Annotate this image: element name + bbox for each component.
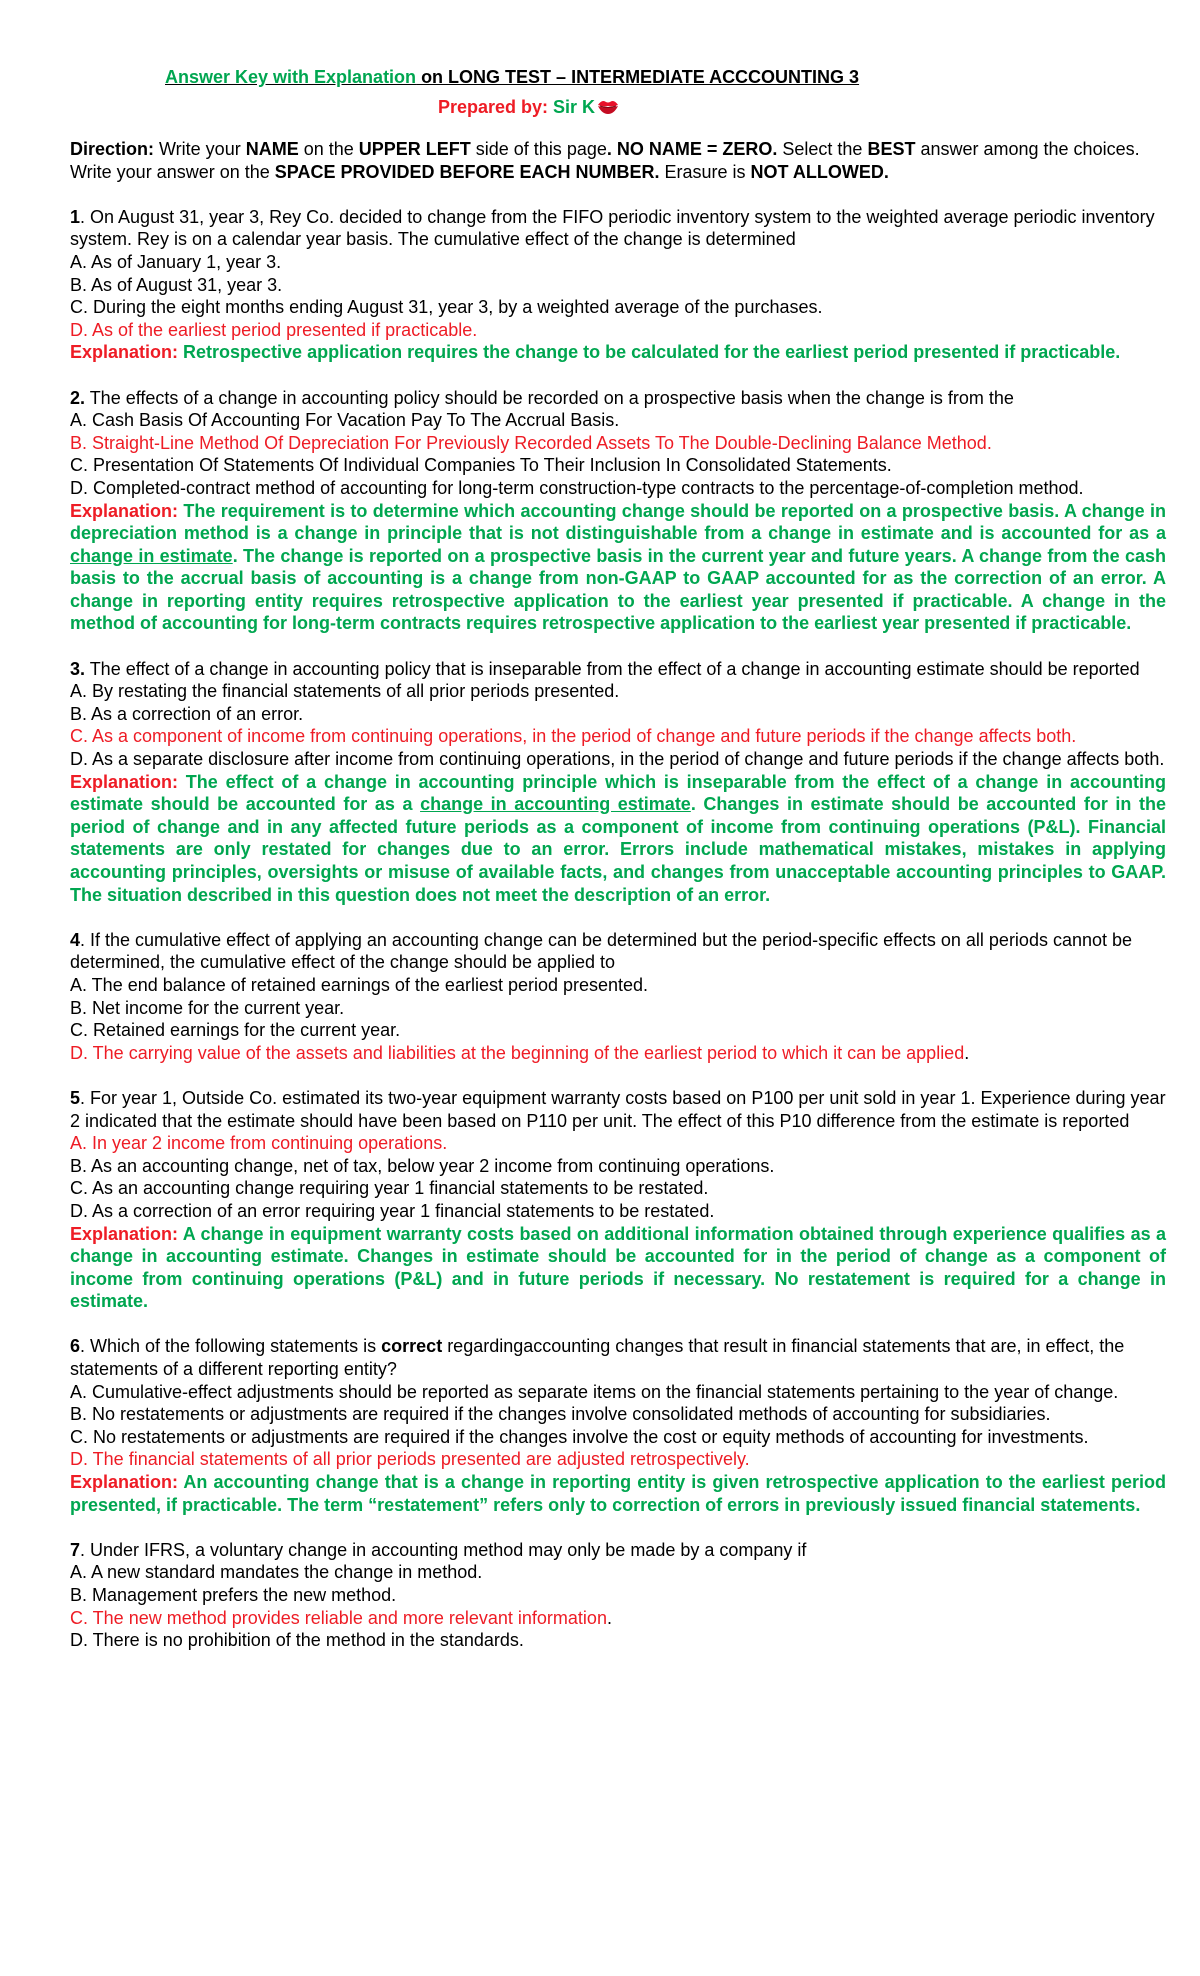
explanation	[70, 1223, 1166, 1313]
option-a: A. The end balance of retained earnings of the earliest period presented.	[70, 974, 649, 995]
option-c: C. No restatements or adjustments are required if the changes involve the cost or equity methods of accounting for investments.	[70, 1426, 1089, 1447]
question-text: . For year 1, Outside Co. estimated its two-year equipment warranty costs based on P100 per unit sold in year 1. Experience during year 2 indicated that the estimate should have been based on P110 per unit. The effect of this P10 difference from the estimate is reported	[70, 1087, 1166, 1131]
question-4	[70, 929, 1166, 1065]
direction-name: NAME	[245, 139, 299, 159]
question-number: 6	[70, 1336, 81, 1357]
explanation-underlined: change in estimate	[70, 545, 233, 566]
explanation	[70, 500, 1166, 636]
explanation-text: The effect of a change in accounting principle which is inseparable from the effect of a change in accounting estimate should be accounted for as a	[70, 771, 1166, 815]
explanation-text: A change in equipment warranty costs based on additional information obtained through experience qualifies as a change in accounting estimate. Changes in estimate should be accounted for in the period of change as a component of income from continuing operations (P&L) and in future periods if necessary. No restatement is required for a change in estimate.	[70, 1223, 1166, 1312]
question-emphasis: correct	[381, 1336, 443, 1357]
explanation-label: Explanation:	[70, 1472, 179, 1493]
option-d-line	[70, 1042, 1166, 1065]
question-number: 7	[70, 1539, 81, 1560]
question-stem	[70, 387, 1166, 410]
option-a: A. By restating the financial statements of all prior periods presented.	[70, 681, 620, 702]
question-stem	[70, 929, 1166, 974]
option-d-correct: D. The financial statements of all prior periods presented are adjusted retrospectively.	[70, 1449, 750, 1470]
question-number: 3.	[70, 658, 86, 679]
option-d: D. As a correction of an error requiring year 1 financial statements to be restated.	[70, 1200, 715, 1221]
option-d: D. There is no prohibition of the method in the standards.	[70, 1630, 524, 1651]
lips-icon	[597, 98, 619, 120]
explanation	[70, 341, 1166, 364]
option-a-correct: A. In year 2 income from continuing operations.	[70, 1133, 448, 1154]
direction-text: Select the	[777, 139, 868, 159]
question-text: The effects of a change in accounting policy should be recorded on a prospective basis when the change is from the	[85, 387, 1014, 408]
explanation-label: Explanation:	[70, 771, 179, 792]
option-d: D. Completed-contract method of accounting for long-term construction-type contracts to the percentage-of-completion method.	[70, 477, 1084, 498]
question-text: . Under IFRS, a voluntary change in accounting method may only be made by a company if	[80, 1539, 807, 1560]
explanation	[70, 1471, 1166, 1516]
option-c: C. As an accounting change requiring year 1 financial statements to be restated.	[70, 1178, 709, 1199]
question-number: 5	[70, 1087, 81, 1108]
question-5	[70, 1087, 1166, 1313]
option-c-period: .	[606, 1607, 612, 1628]
explanation-text: Retrospective application requires the change to be calculated for the earliest period presented if practicable.	[178, 342, 1121, 363]
option-c: C. During the eight months ending August 31, year 3, by a weighted average of the purchases.	[70, 297, 823, 318]
question-text: . Which of the following statements is	[80, 1336, 382, 1357]
question-stem	[70, 206, 1166, 251]
explanation-underlined: change in accounting estimate	[420, 794, 691, 815]
direction-no-name: . NO NAME = ZERO.	[606, 139, 778, 159]
option-b-correct: B. Straight-Line Method Of Depreciation For Previously Recorded Assets To The Double-Declining Balance Method.	[70, 432, 992, 453]
direction-text: answer among the choices. Write your answer on the	[70, 139, 1140, 182]
explanation-text: . Changes in estimate should be accounted for in the period of change and in any affected future periods as a component of income from continuing operations (P&L). Financial statements are only restated for changes due to an error. Errors include mathematical mistakes, mistakes in applying accounting principles, oversights or misuse of available facts, and changes from unacceptable accounting principles to GAAP. The situation described in this question does not meet the description of an error.	[70, 794, 1166, 905]
question-1	[70, 206, 1166, 364]
option-b: B. As a correction of an error.	[70, 703, 304, 724]
option-a: A. As of January 1, year 3.	[70, 251, 282, 272]
explanation	[70, 771, 1166, 907]
direction-paragraph	[70, 138, 1166, 183]
option-a: A. A new standard mandates the change in method.	[70, 1562, 483, 1583]
prepared-by	[438, 96, 1166, 120]
option-b: B. Management prefers the new method.	[70, 1585, 397, 1605]
question-stem	[70, 1087, 1166, 1132]
direction-not-allowed: NOT ALLOWED.	[750, 161, 889, 182]
option-a: A. Cash Basis Of Accounting For Vacation Pay To The Accrual Basis.	[70, 410, 620, 431]
option-d: D. As a separate disclosure after income from continuing operations, in the period of change and future periods if the change affects both.	[70, 749, 1165, 770]
question-stem	[70, 1539, 1166, 1562]
question-number: 1	[70, 206, 81, 227]
question-number: 2.	[70, 387, 86, 408]
option-c-correct: C. The new method provides reliable and more relevant information	[70, 1607, 607, 1628]
title-answer-key: Answer Key with Explanation	[165, 67, 417, 87]
option-b: B. As of August 31, year 3.	[70, 274, 283, 295]
question-stem	[70, 1335, 1166, 1380]
question-2	[70, 387, 1166, 636]
direction-label: Direction:	[70, 139, 155, 159]
prepared-label: Prepared by:	[438, 97, 554, 117]
option-c: C. Retained earnings for the current year.	[70, 1020, 401, 1041]
option-b: B. As an accounting change, net of tax, below year 2 income from continuing operations.	[70, 1155, 775, 1176]
direction-text: Erasure is	[659, 161, 751, 182]
question-text: The effect of a change in accounting policy that is inseparable from the effect of a change in accounting estimate should be reported	[85, 658, 1140, 679]
question-6	[70, 1335, 1166, 1516]
question-number: 4	[70, 929, 81, 950]
explanation-label: Explanation:	[70, 342, 179, 363]
option-a: A. Cumulative-effect adjustments should be reported as separate items on the financial statements pertaining to the year of change.	[70, 1381, 1119, 1402]
option-b: B. Net income for the current year.	[70, 997, 345, 1018]
question-text: . If the cumulative effect of applying an accounting change can be determined but the period-specific effects on all periods cannot be determined, the cumulative effect of the change should be applied to	[70, 929, 1133, 973]
direction-text: Write your	[154, 139, 246, 159]
direction-text: side of this page	[470, 139, 607, 159]
author-name: Sir K	[553, 97, 596, 117]
explanation-text: . The change is reported on a prospective basis in the current year and future years. A change from the cash basis to the accrual basis of accounting is a change from non-GAAP to GAAP accounted for as the correction of an error. A change in reporting entity requires retrospective application to the earliest year presented if practicable. A change in the method of accounting for long-term contracts requires retrospective application to the earliest year presented if practicable.	[70, 545, 1166, 634]
option-d-correct: D. The carrying value of the assets and liabilities at the beginning of the earliest period to which it can be applied	[70, 1042, 965, 1063]
explanation-text: An accounting change that is a change in reporting entity is given retrospective application to the earliest period presented, if practicable. The term “restatement” refers only to correction of errors in previously issued financial statements.	[70, 1472, 1166, 1515]
title-subject: on LONG TEST – INTERMEDIATE ACCCOUNTING 3	[416, 67, 860, 87]
option-d-period: .	[964, 1042, 970, 1063]
question-3	[70, 658, 1166, 907]
direction-text: on the	[298, 139, 359, 159]
question-stem	[70, 658, 1166, 681]
direction-best: BEST	[867, 139, 916, 159]
question-text: regardingaccounting changes that result in financial statements that are, in effect, the statements of a different reporting entity?	[70, 1336, 1125, 1380]
question-text: . On August 31, year 3, Rey Co. decided to change from the FIFO periodic inventory system to the weighted average periodic inventory system. Rey is on a calendar year basis. The cumulative effect of the change is determined	[70, 206, 1155, 250]
question-7	[70, 1539, 1166, 1652]
document-title	[165, 66, 1166, 88]
explanation-label: Explanation:	[70, 1223, 179, 1244]
option-c: C. Presentation Of Statements Of Individual Companies To Their Inclusion In Consolidated Statements.	[70, 455, 892, 476]
option-b: B. No restatements or adjustments are required if the changes involve consolidated methods of accounting for subsidiaries.	[70, 1404, 1051, 1425]
option-c-line	[70, 1607, 1166, 1630]
document-page	[70, 66, 1166, 1652]
direction-space: SPACE PROVIDED BEFORE EACH NUMBER.	[274, 161, 660, 182]
explanation-text: The requirement is to determine which accounting change should be reported on a prospective basis. A change in depreciation method is a change in principle that is not distinguishable from a change in estimate and is accounted for as a	[70, 500, 1166, 544]
option-d-correct: D. As of the earliest period presented if practicable.	[70, 319, 478, 340]
option-c-correct: C. As a component of income from continuing operations, in the period of change and future periods if the change affects both.	[70, 726, 1077, 747]
explanation-label: Explanation:	[70, 500, 179, 521]
direction-upper-left: UPPER LEFT	[358, 139, 471, 159]
